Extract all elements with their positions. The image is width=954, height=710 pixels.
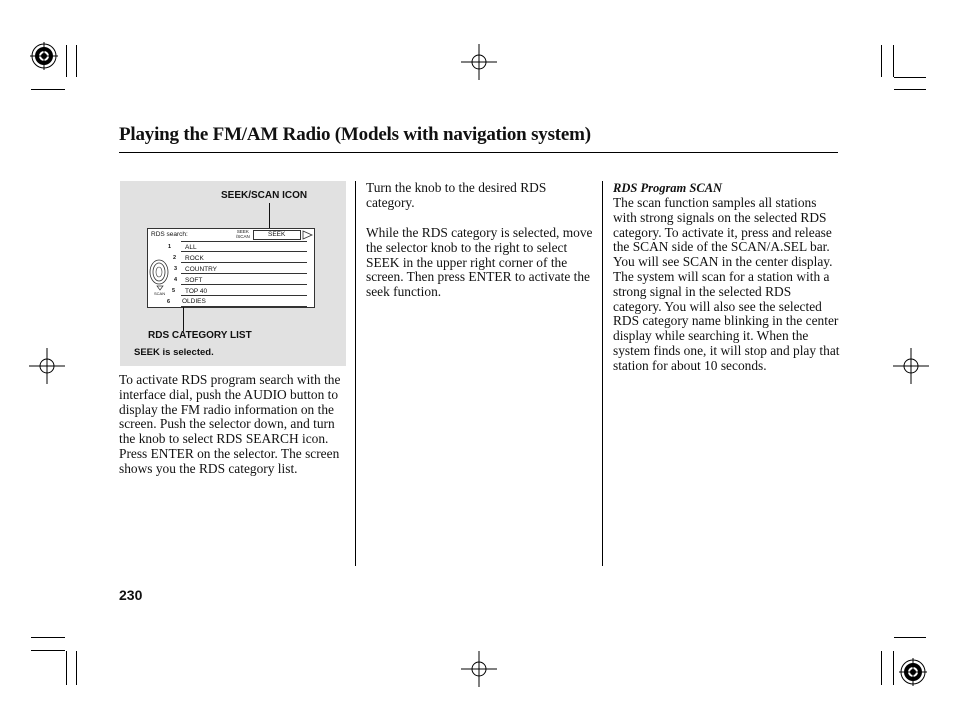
column2-paragraph-1: Turn the knob to the desired RDS category.: [366, 180, 547, 210]
selector-dial-icon: [148, 258, 170, 286]
column-divider-2: [602, 181, 603, 566]
dial-scan-label: SCAN: [154, 291, 166, 296]
category-row-all[interactable]: [181, 242, 307, 252]
title-rule: [119, 152, 838, 153]
crosshair-bottom-icon: [461, 651, 497, 687]
category-label: OLDIES: [182, 298, 206, 305]
seek-scan-small-label: SEEK /SCAN: [236, 229, 250, 239]
preset-number: 2: [173, 255, 177, 261]
category-label: SOFT: [185, 277, 203, 284]
page-number: 230: [119, 587, 143, 603]
screen-header: RDS search:: [151, 231, 188, 238]
seek-button-label: SEEK: [268, 231, 286, 238]
preset-number: 4: [174, 277, 178, 283]
seek-leader-line: [269, 203, 270, 229]
column1-paragraph: To activate RDS program search with the interface dial, push the AUDIO button to display the FM radio information on the screen. Push the selector down, and turn the knob to select RDS SEARCH icon. Press ENTER on the selector. The screen shows you the RDS category list.: [119, 372, 341, 476]
category-label: TOP 40: [185, 288, 208, 295]
column3-paragraph: The scan function samples all stations with strong signals on the selected RDS category. To activate it, press and release the SCAN side of the SCAN/A.SEL bar. You will see SCAN in the center display. The system will scan for a station with a strong signal in the selected RDS category. You will also see the selected RDS category name blinking in the center display while searching it. When the system finds one, it will stop and play that station for about 10 seconds.: [613, 195, 840, 373]
figure-caption: SEEK is selected.: [134, 347, 214, 358]
rds-program-scan-heading: RDS Program SCAN: [613, 181, 723, 195]
crosshair-left-icon: [29, 348, 65, 384]
column2-paragraph-2: While the RDS category is selected, move the selector knob to the right to select SEEK in the upper right corner of the screen. Then press ENTER to activate the seek function.: [366, 225, 593, 300]
seek-scan-icon-label: SEEK/SCAN ICON: [221, 190, 308, 201]
preset-number: 5: [172, 288, 176, 294]
category-label: COUNTRY: [185, 266, 218, 273]
category-leader-line: [183, 307, 184, 331]
rds-category-list-label: RDS CATEGORY LIST: [148, 330, 252, 341]
preset-number: 6: [167, 299, 171, 305]
registration-mark-top-left-icon: [30, 42, 58, 70]
crosshair-right-icon: [893, 348, 929, 384]
registration-mark-bottom-right-icon: [899, 658, 927, 686]
page-title: Playing the FM/AM Radio (Models with navigation system): [119, 124, 591, 145]
category-label: ALL: [185, 244, 197, 251]
column-divider-1: [355, 181, 356, 566]
seek-arrow-icon: [302, 229, 314, 241]
crosshair-top-icon: [461, 44, 497, 80]
preset-number: 1: [168, 244, 172, 250]
preset-number: 3: [174, 266, 178, 272]
category-label: ROCK: [185, 255, 204, 262]
